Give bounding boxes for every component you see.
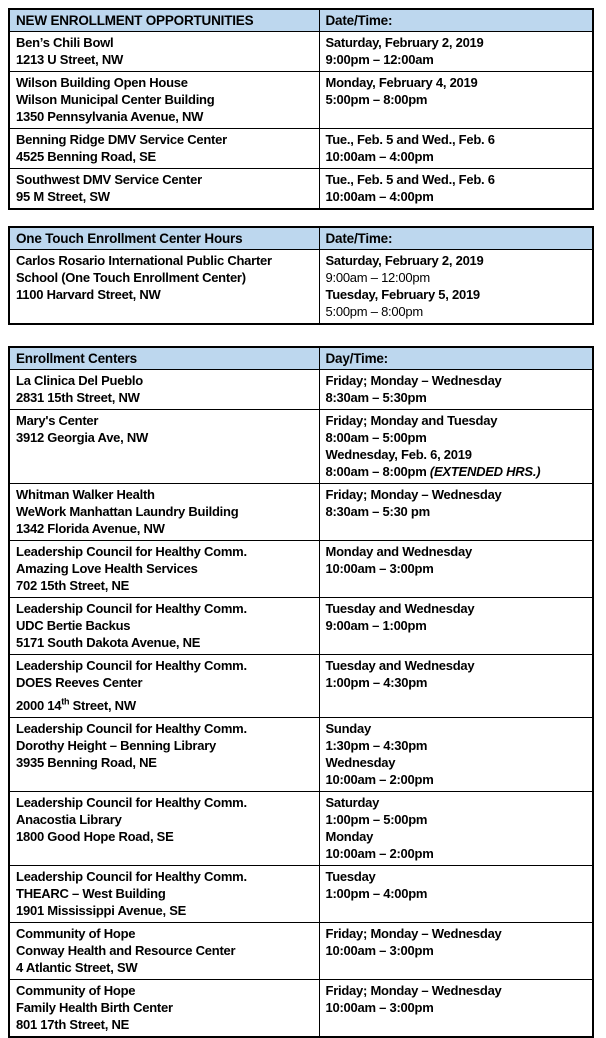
location-cell <box>9 655 319 718</box>
text-span: Leadership Council for Healthy Comm. <box>16 544 247 559</box>
text-line <box>326 925 588 942</box>
text-span: Community of Hope <box>16 983 136 998</box>
text-span: Saturday <box>325 795 380 810</box>
text-line <box>326 372 588 389</box>
location-cell <box>9 129 319 169</box>
text-span: UDC Bertie Backus <box>16 618 131 633</box>
text-span: Anacostia Library <box>16 812 122 827</box>
text-line <box>326 148 588 165</box>
text-span: 3912 Georgia Ave, NW <box>16 430 149 445</box>
text-span: Community of Hope <box>16 926 136 941</box>
text-span: 10:00am – 3:00pm <box>325 943 434 958</box>
text-line <box>326 503 588 520</box>
text-line <box>326 34 588 51</box>
text-line <box>16 108 314 125</box>
text-line <box>326 674 588 691</box>
text-line <box>16 925 314 942</box>
text-span: 10:00am – 4:00pm <box>325 189 434 204</box>
schedule-cell <box>319 32 593 72</box>
text-span: 3935 Benning Road, NE <box>16 755 157 770</box>
table-row <box>9 541 593 598</box>
text-span: Friday; Monday – Wednesday <box>325 926 502 941</box>
text-line <box>326 600 588 617</box>
text-span: Street, NW <box>69 698 136 713</box>
table-enrollment-centers <box>8 346 594 1038</box>
text-line <box>326 303 588 320</box>
text-span: Monday <box>325 829 374 844</box>
text-span: Sunday <box>325 721 371 736</box>
text-span: Monday, February 4, 2019 <box>325 75 478 90</box>
text-line <box>16 720 314 737</box>
table-one-touch-enrollment-center-hours <box>8 226 594 325</box>
text-line <box>16 389 314 406</box>
text-span: Tuesday and Wednesday <box>325 601 475 616</box>
text-line <box>16 982 314 999</box>
text-span: 9:00pm – 12:00am <box>325 52 434 67</box>
text-span: 1342 Florida Avenue, NW <box>16 521 165 536</box>
text-span: 702 15th Street, NE <box>16 578 130 593</box>
location-cell <box>9 923 319 980</box>
text-line <box>326 845 588 862</box>
table-row <box>9 250 593 325</box>
text-line <box>16 269 314 286</box>
text-span: 5171 South Dakota Avenue, NE <box>16 635 201 650</box>
text-line <box>326 188 588 205</box>
text-line <box>16 674 314 691</box>
text-line <box>326 269 588 286</box>
text-line <box>16 252 314 269</box>
table-row <box>9 792 593 866</box>
text-line <box>326 617 588 634</box>
text-span: 2831 15th Street, NW <box>16 390 140 405</box>
text-span: Ben’s Chili Bowl <box>16 35 114 50</box>
schedule-cell <box>319 980 593 1038</box>
text-span: 801 17th Street, NE <box>16 1017 130 1032</box>
text-span: 9:00am – 12:00pm <box>325 270 430 285</box>
table-row <box>9 718 593 792</box>
text-line <box>326 942 588 959</box>
schedule-cell <box>319 598 593 655</box>
text-line <box>326 463 588 480</box>
text-line <box>16 600 314 617</box>
table-row <box>9 129 593 169</box>
table-header-row <box>9 9 593 32</box>
schedule-cell <box>319 923 593 980</box>
location-cell <box>9 980 319 1038</box>
schedule-cell <box>319 410 593 484</box>
text-line <box>16 486 314 503</box>
italic-note: (EXTENDED HRS.) <box>429 464 541 479</box>
text-span: Tue., Feb. 5 and Wed., Feb. 6 <box>325 132 495 147</box>
text-line <box>326 720 588 737</box>
location-cell <box>9 410 319 484</box>
text-span: Friday; Monday and Tuesday <box>325 413 498 428</box>
text-span: Friday; Monday – Wednesday <box>325 983 502 998</box>
schedule-cell <box>319 250 593 325</box>
date-time-column-header: Date/Time: <box>319 9 593 32</box>
location-cell <box>9 541 319 598</box>
text-line <box>16 429 314 446</box>
text-line <box>326 171 588 188</box>
text-span: WeWork Manhattan Laundry Building <box>16 504 239 519</box>
table-row <box>9 72 593 129</box>
text-span: 1901 Mississippi Avenue, SE <box>16 903 187 918</box>
text-span: Carlos Rosario International Public Charter <box>16 253 272 268</box>
text-line <box>16 697 314 714</box>
text-line <box>16 942 314 959</box>
text-span: 1213 U Street, NW <box>16 52 124 67</box>
text-line <box>326 412 588 429</box>
text-span: 10:00am – 3:00pm <box>325 561 434 576</box>
text-line <box>326 429 588 446</box>
table-row <box>9 980 593 1038</box>
text-span: 10:00am – 2:00pm <box>325 846 434 861</box>
table-gap <box>8 210 606 226</box>
text-span: 2000 14 <box>16 698 62 713</box>
date-time-column-header: Date/Time: <box>319 227 593 250</box>
location-cell <box>9 484 319 541</box>
schedule-cell <box>319 484 593 541</box>
text-span: Dorothy Height – Benning Library <box>16 738 217 753</box>
text-span: Leadership Council for Healthy Comm. <box>16 658 247 673</box>
text-span: Whitman Walker Health <box>16 487 155 502</box>
table-gap <box>8 325 606 346</box>
schedule-cell <box>319 718 593 792</box>
text-span: Tuesday and Wednesday <box>325 658 475 673</box>
schedule-cell <box>319 370 593 410</box>
schedule-cell <box>319 169 593 210</box>
text-line <box>326 252 588 269</box>
text-line <box>16 794 314 811</box>
text-span: 8:00am – 5:00pm <box>325 430 427 445</box>
text-span: 1:00pm – 4:30pm <box>325 675 428 690</box>
text-span: 95 M Street, SW <box>16 189 110 204</box>
text-line <box>16 885 314 902</box>
text-line <box>16 617 314 634</box>
text-span: Leadership Council for Healthy Comm. <box>16 795 247 810</box>
superscript-text: th <box>61 696 70 707</box>
table-header-row <box>9 347 593 370</box>
table-row <box>9 923 593 980</box>
text-span: La Clinica Del Pueblo <box>16 373 143 388</box>
text-span: Conway Health and Resource Center <box>16 943 236 958</box>
text-line <box>16 634 314 651</box>
table-title: Enrollment Centers <box>9 347 319 370</box>
text-line <box>326 74 588 91</box>
text-line <box>326 794 588 811</box>
text-span: Saturday, February 2, 2019 <box>325 253 484 268</box>
text-line <box>16 188 314 205</box>
text-line <box>16 51 314 68</box>
table-row <box>9 169 593 210</box>
text-span: 1350 Pennsylvania Avenue, NW <box>16 109 204 124</box>
location-cell <box>9 866 319 923</box>
text-span: 8:30am – 5:30pm <box>325 390 427 405</box>
text-line <box>326 543 588 560</box>
text-span: School (One Touch Enrollment Center) <box>16 270 246 285</box>
text-span: 10:00am – 2:00pm <box>325 772 434 787</box>
text-span: Friday; Monday – Wednesday <box>325 373 502 388</box>
table-title: One Touch Enrollment Center Hours <box>9 227 319 250</box>
schedule-cell <box>319 72 593 129</box>
table-new-enrollment-opportunities <box>8 8 594 210</box>
text-line <box>16 286 314 303</box>
text-span: 10:00am – 4:00pm <box>325 149 434 164</box>
text-span: 10:00am – 3:00pm <box>325 1000 434 1015</box>
text-line <box>326 486 588 503</box>
text-span: Amazing Love Health Services <box>16 561 198 576</box>
schedule-cell <box>319 541 593 598</box>
table-row <box>9 410 593 484</box>
text-span: 1100 Harvard Street, NW <box>16 287 161 302</box>
location-cell <box>9 169 319 210</box>
text-span: Friday; Monday – Wednesday <box>325 487 502 502</box>
text-span: THEARC – West Building <box>16 886 166 901</box>
text-span: Wilson Building Open House <box>16 75 188 90</box>
location-cell <box>9 792 319 866</box>
text-line <box>326 91 588 108</box>
text-span: Wilson Municipal Center Building <box>16 92 215 107</box>
text-line <box>326 771 588 788</box>
text-line <box>326 868 588 885</box>
text-line <box>16 148 314 165</box>
text-line <box>16 577 314 594</box>
text-line <box>16 657 314 674</box>
text-line <box>326 737 588 754</box>
text-span: DOES Reeves Center <box>16 675 143 690</box>
text-line <box>326 811 588 828</box>
text-line <box>16 811 314 828</box>
text-span: Saturday, February 2, 2019 <box>325 35 484 50</box>
location-cell <box>9 32 319 72</box>
text-line <box>326 999 588 1016</box>
location-cell <box>9 598 319 655</box>
text-span: Wednesday, Feb. 6, 2019 <box>325 447 472 462</box>
table-row <box>9 866 593 923</box>
text-line <box>16 171 314 188</box>
table-row <box>9 484 593 541</box>
text-span: 1:00pm – 4:00pm <box>325 886 428 901</box>
text-line <box>16 543 314 560</box>
text-line <box>326 131 588 148</box>
text-line <box>326 286 588 303</box>
text-line <box>16 91 314 108</box>
location-cell <box>9 250 319 325</box>
text-line <box>326 389 588 406</box>
text-span: 9:00am – 1:00pm <box>325 618 427 633</box>
text-line <box>326 446 588 463</box>
text-span: 1:00pm – 5:00pm <box>325 812 428 827</box>
text-span: Benning Ridge DMV Service Center <box>16 132 227 147</box>
text-span: 8:00am – 8:00pm <box>325 464 430 479</box>
text-line <box>16 828 314 845</box>
text-line <box>16 737 314 754</box>
text-line <box>16 560 314 577</box>
text-line <box>16 74 314 91</box>
text-span: 5:00pm – 8:00pm <box>325 304 423 319</box>
text-span: 1:30pm – 4:30pm <box>325 738 428 753</box>
text-span: Southwest DMV Service Center <box>16 172 202 187</box>
table-title: NEW ENROLLMENT OPPORTUNITIES <box>9 9 319 32</box>
text-line <box>326 657 588 674</box>
text-line <box>16 520 314 537</box>
text-line <box>16 1016 314 1033</box>
text-line <box>326 885 588 902</box>
text-span: Tue., Feb. 5 and Wed., Feb. 6 <box>325 172 495 187</box>
text-line <box>16 754 314 771</box>
text-line <box>16 131 314 148</box>
text-span: 5:00pm – 8:00pm <box>325 92 428 107</box>
location-cell <box>9 72 319 129</box>
text-span: 4525 Benning Road, SE <box>16 149 156 164</box>
text-line <box>16 34 314 51</box>
text-span: Monday and Wednesday <box>325 544 472 559</box>
text-span: Mary's Center <box>16 413 99 428</box>
schedule-cell <box>319 655 593 718</box>
schedule-cell <box>319 129 593 169</box>
text-line <box>326 560 588 577</box>
text-line <box>16 372 314 389</box>
text-span: Leadership Council for Healthy Comm. <box>16 601 247 616</box>
text-span: Tuesday, February 5, 2019 <box>325 287 480 302</box>
text-line <box>16 999 314 1016</box>
text-line <box>16 902 314 919</box>
text-span: Tuesday <box>325 869 376 884</box>
table-row <box>9 655 593 718</box>
text-span: Leadership Council for Healthy Comm. <box>16 869 247 884</box>
text-span: 4 Atlantic Street, SW <box>16 960 138 975</box>
text-span: Family Health Birth Center <box>16 1000 173 1015</box>
text-line <box>16 503 314 520</box>
text-line <box>326 51 588 68</box>
location-cell <box>9 370 319 410</box>
table-header-row <box>9 227 593 250</box>
table-row <box>9 370 593 410</box>
text-line <box>16 959 314 976</box>
text-line <box>326 754 588 771</box>
text-span: Wednesday <box>325 755 396 770</box>
table-row <box>9 598 593 655</box>
schedule-cell <box>319 866 593 923</box>
text-span: 8:30am – 5:30 pm <box>325 504 430 519</box>
text-line <box>16 412 314 429</box>
schedule-cell <box>319 792 593 866</box>
text-line <box>16 868 314 885</box>
location-cell <box>9 718 319 792</box>
text-span: 1800 Good Hope Road, SE <box>16 829 174 844</box>
text-line <box>326 982 588 999</box>
text-span: Leadership Council for Healthy Comm. <box>16 721 247 736</box>
table-row <box>9 32 593 72</box>
day-time-column-header: Day/Time: <box>319 347 593 370</box>
text-line <box>326 828 588 845</box>
